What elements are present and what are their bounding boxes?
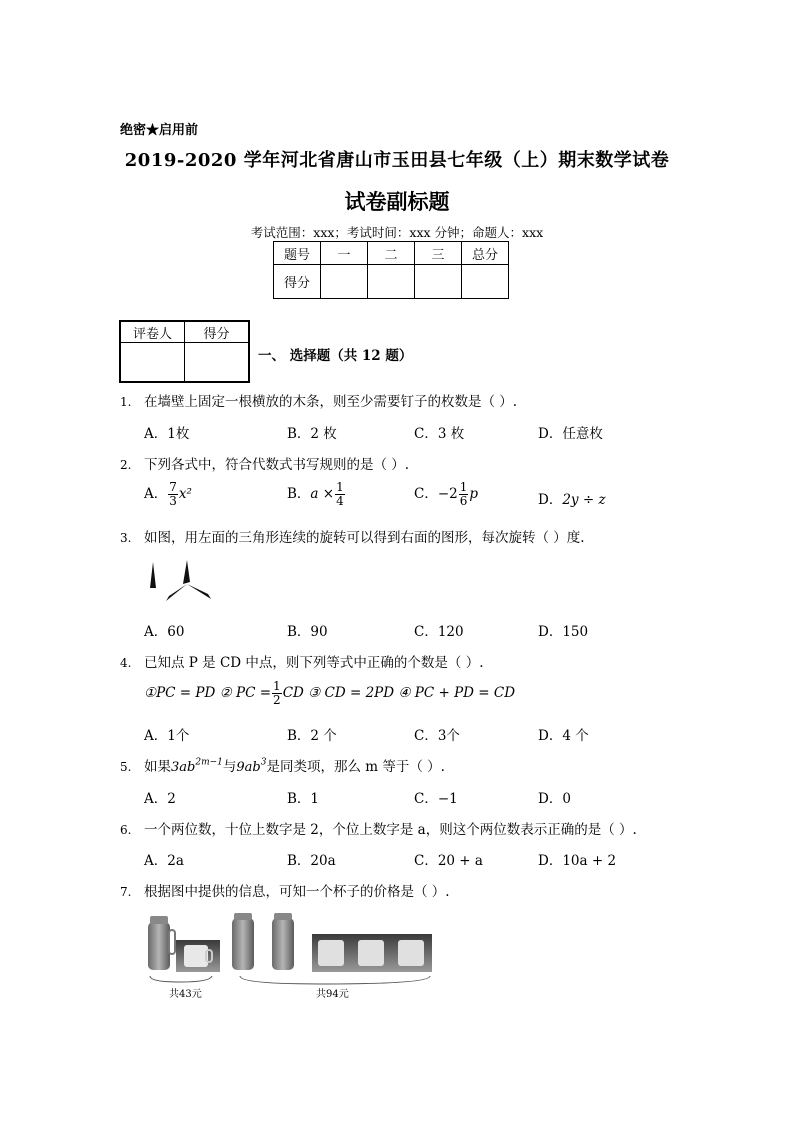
q5-option-c: C．−1: [414, 791, 458, 807]
q3-option-d: D．150: [538, 624, 589, 640]
equation-2-suffix: CD: [282, 685, 304, 701]
q6-option-c: C．20 + a: [414, 853, 483, 869]
fraction-denominator: 6: [459, 494, 468, 508]
score-row-label: 得分: [274, 265, 321, 299]
question-2: [120, 453, 409, 473]
question-number: 4.: [120, 656, 132, 670]
fraction-numerator: 1: [273, 679, 281, 693]
grader-table-header-row: [120, 321, 249, 343]
q4-option-d: D．4 个: [538, 728, 589, 744]
question-text: 已知点 P 是 CD 中点，则下列等式中正确的个数是（ ）.: [144, 655, 484, 671]
section-title: 一、 选择题（共 12 题）: [258, 348, 413, 364]
question-6: [120, 818, 637, 838]
score-cell: [462, 265, 509, 299]
score-table-header-row: [274, 242, 509, 265]
question-number: 3.: [120, 531, 132, 545]
score-table-header: 一: [321, 242, 368, 265]
score-table: [273, 241, 509, 299]
fraction: [459, 481, 469, 508]
fraction-numerator: 7: [169, 480, 177, 494]
q5-option-b: B．1: [287, 791, 320, 807]
question-text: 一个两位数，十位上数字是 2，个位上数字是 a，则这个两位数表示正确的是（ ）.: [144, 822, 637, 838]
grader-cell: [185, 343, 250, 383]
rotated-triangle-left: [166, 584, 187, 601]
q3-option-a: A．60: [144, 624, 185, 640]
equation-2-prefix: ② PC =: [219, 685, 272, 701]
score-cell: [368, 265, 415, 299]
secret-label: 绝密★启用前: [120, 123, 199, 138]
question-number: 2.: [120, 458, 132, 472]
question-number: 7.: [120, 885, 132, 899]
q1-option-d: D．任意枚: [538, 426, 603, 442]
score-table-header: 三: [415, 242, 462, 265]
q5-option-a: A．2: [144, 791, 176, 807]
left-caption: 共43元: [169, 989, 202, 1000]
q1-option-b: B．2 枚: [287, 426, 337, 442]
cup-icon: [176, 940, 220, 972]
exam-subtitle: 试卷副标题: [344, 189, 450, 214]
rotated-triangle-up: [183, 560, 190, 584]
math-exponent: 3: [260, 757, 267, 768]
question-prefix: 如果: [144, 759, 171, 775]
right-caption: 共94元: [316, 989, 349, 1000]
question-text: 下列各式中，符合代数式书写规则的是（ ）.: [144, 457, 410, 473]
math-exponent: 2m−1: [195, 757, 223, 768]
math-term: a ×: [310, 486, 335, 502]
grader-table-value-row: [120, 343, 249, 383]
q2-option-a: [144, 481, 192, 508]
question-number: 6.: [120, 823, 132, 837]
fraction: [335, 481, 345, 508]
q2-option-b: [287, 481, 346, 508]
score-table-header: 题号: [274, 242, 321, 265]
fraction: [168, 481, 178, 508]
equation-1: ①PC = PD: [144, 685, 216, 701]
q4-option-c: C．3个: [414, 728, 460, 744]
equation-4: ④ PC + PD = CD: [398, 685, 516, 701]
question-3: [120, 526, 585, 546]
math-term: 3ab: [171, 760, 196, 775]
q6-option-a: A．2a: [144, 853, 184, 869]
fraction-denominator: 4: [336, 494, 344, 508]
option-label: C．: [414, 486, 438, 502]
q4-equations: [144, 680, 515, 707]
question-text: 根据图中提供的信息，可知一个杯子的价格是（ ）.: [144, 884, 450, 900]
question-4: [120, 651, 483, 671]
thermos-icon: [272, 913, 294, 970]
fraction-numerator: 1: [459, 480, 468, 494]
option-label: B．: [287, 486, 311, 502]
exam-title: 2019-2020 学年河北省唐山市玉田县七年级（上）期末数学试卷: [124, 150, 670, 171]
question-1: [120, 390, 517, 410]
grader-cell: [120, 343, 185, 383]
question-5: [120, 755, 445, 775]
cup-icon: [312, 934, 432, 972]
option-label: A．: [144, 486, 168, 502]
question-7: [120, 880, 450, 900]
thermos-icon: [148, 916, 175, 970]
grader-table: [119, 320, 250, 383]
rotated-triangle-right: [187, 584, 211, 599]
question-connector: 与: [222, 759, 237, 775]
q4-option-a: A．1个: [144, 728, 190, 744]
rotation-figure: [143, 556, 218, 606]
fraction-denominator: 3: [169, 494, 177, 508]
score-table-header: 二: [368, 242, 415, 265]
grader-header: 得分: [185, 321, 250, 343]
fraction: [272, 680, 282, 707]
fraction-numerator: 1: [336, 480, 344, 494]
right-brace: [240, 976, 430, 984]
math-term: x²: [178, 486, 192, 502]
q6-option-b: B．20a: [287, 853, 336, 869]
math-term: −2: [437, 486, 458, 502]
thermos-icon: [232, 913, 254, 970]
q3-option-c: C．120: [414, 624, 464, 640]
q2-option-d: [538, 488, 606, 508]
grader-header: 评卷人: [120, 321, 185, 343]
question-number: 5.: [120, 760, 132, 774]
equation-3: ③ CD = 2PD: [308, 685, 395, 701]
exam-info: 考试范围：xxx；考试时间：xxx 分钟；命题人：xxx: [250, 225, 544, 240]
q1-option-c: C．3 枚: [414, 426, 465, 442]
math-term: 9ab: [236, 760, 261, 775]
q1-option-a: A．1枚: [144, 426, 190, 442]
question-text: 是同类项，那么 m 等于（ ）.: [266, 759, 445, 775]
q2-option-c: [414, 481, 478, 508]
question-text: 在墙壁上固定一根横放的木条，则至少需要钉子的枚数是（ ）.: [144, 394, 518, 410]
left-brace: [150, 976, 212, 982]
option-label: D．: [538, 492, 563, 508]
single-triangle: [150, 562, 156, 588]
q6-option-d: D．10a + 2: [538, 853, 617, 869]
q5-option-d: D．0: [538, 791, 571, 807]
question-number: 1.: [120, 395, 132, 409]
question-text: 如图，用左面的三角形连续的旋转可以得到右面的图形，每次旋转（ ）度.: [144, 530, 585, 546]
q3-option-b: B．90: [287, 624, 328, 640]
q4-option-b: B．2 个: [287, 728, 337, 744]
math-term: p: [469, 486, 479, 502]
score-cell: [321, 265, 368, 299]
score-table-value-row: [274, 265, 509, 299]
fraction-denominator: 2: [273, 693, 281, 707]
math-term: 2y ÷ z: [562, 492, 606, 508]
score-table-header: 总分: [462, 242, 509, 265]
score-cell: [415, 265, 462, 299]
